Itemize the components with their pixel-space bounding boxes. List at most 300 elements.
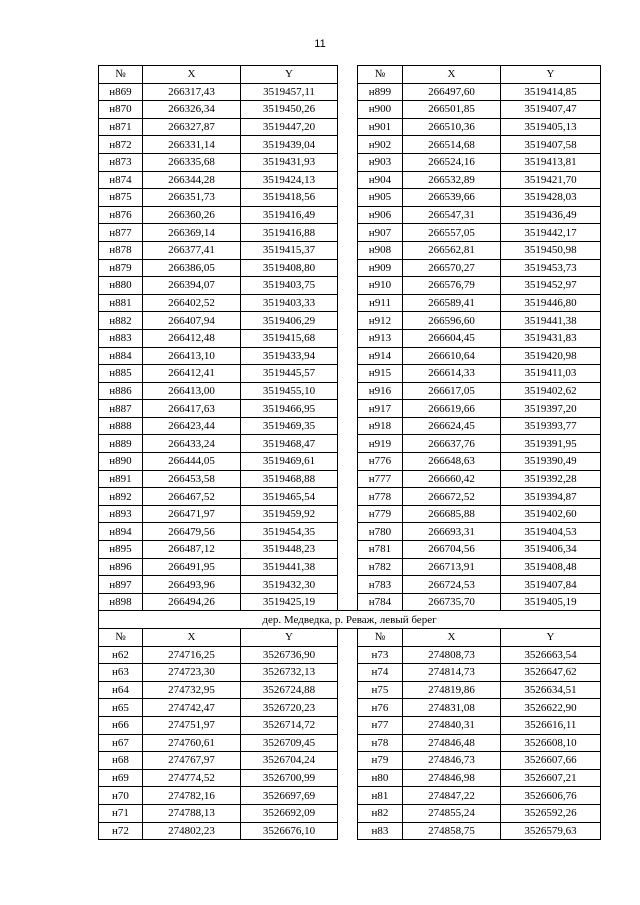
- point-number-cell: н884: [99, 347, 143, 365]
- column-gap: [338, 734, 358, 752]
- x-coordinate-cell: 274819,86: [403, 681, 501, 699]
- x-coordinate-cell: 266412,41: [143, 365, 241, 383]
- point-number-cell: н919: [358, 435, 403, 453]
- column-gap: [338, 787, 358, 805]
- table-row: [99, 453, 601, 471]
- table-row: [99, 382, 601, 400]
- y-coordinate-cell: 3519452,97: [501, 277, 601, 295]
- column-gap: [338, 136, 358, 154]
- y-coordinate-cell: 3519404,53: [501, 523, 601, 541]
- x-coordinate-cell: 266360,26: [143, 206, 241, 224]
- x-coordinate-cell: 274760,61: [143, 734, 241, 752]
- column-header: Y: [501, 629, 601, 647]
- column-gap: [338, 699, 358, 717]
- x-coordinate-cell: 266547,31: [403, 206, 501, 224]
- x-coordinate-cell: 274767,97: [143, 752, 241, 770]
- point-number-cell: н779: [358, 505, 403, 523]
- x-coordinate-cell: 274846,98: [403, 769, 501, 787]
- y-coordinate-cell: 3526622,90: [501, 699, 601, 717]
- point-number-cell: н780: [358, 523, 403, 541]
- point-number-cell: н68: [99, 752, 143, 770]
- point-number-cell: н898: [99, 593, 143, 611]
- x-coordinate-cell: 274855,24: [403, 804, 501, 822]
- y-coordinate-cell: 3519403,75: [241, 277, 338, 295]
- y-coordinate-cell: 3519448,23: [241, 541, 338, 559]
- table-row: [99, 699, 601, 717]
- x-coordinate-cell: 266704,56: [403, 541, 501, 559]
- point-number-cell: н888: [99, 417, 143, 435]
- table-row: [99, 400, 601, 418]
- point-number-cell: н70: [99, 787, 143, 805]
- y-coordinate-cell: 3519407,58: [501, 136, 601, 154]
- y-coordinate-cell: 3526700,99: [241, 769, 338, 787]
- point-number-cell: н880: [99, 277, 143, 295]
- point-number-cell: н869: [99, 83, 143, 101]
- table-row: [99, 118, 601, 136]
- point-number-cell: н62: [99, 646, 143, 664]
- y-coordinate-cell: 3519420,98: [501, 347, 601, 365]
- y-coordinate-cell: 3526724,88: [241, 681, 338, 699]
- y-coordinate-cell: 3519436,49: [501, 206, 601, 224]
- y-coordinate-cell: 3519392,28: [501, 470, 601, 488]
- x-coordinate-cell: 266693,31: [403, 523, 501, 541]
- point-number-cell: н885: [99, 365, 143, 383]
- column-gap: [338, 66, 358, 84]
- y-coordinate-cell: 3519415,37: [241, 241, 338, 259]
- point-number-cell: н900: [358, 101, 403, 119]
- point-number-cell: н901: [358, 118, 403, 136]
- point-number-cell: н909: [358, 259, 403, 277]
- y-coordinate-cell: 3519439,04: [241, 136, 338, 154]
- table-header-row: [99, 629, 601, 647]
- column-gap: [338, 822, 358, 840]
- y-coordinate-cell: 3519391,95: [501, 435, 601, 453]
- column-gap: [338, 453, 358, 471]
- y-coordinate-cell: 3519446,80: [501, 294, 601, 312]
- y-coordinate-cell: 3519441,38: [241, 558, 338, 576]
- y-coordinate-cell: 3526634,51: [501, 681, 601, 699]
- x-coordinate-cell: 274858,75: [403, 822, 501, 840]
- column-header: X: [403, 629, 501, 647]
- y-coordinate-cell: 3519457,11: [241, 83, 338, 101]
- point-number-cell: н890: [99, 453, 143, 471]
- x-coordinate-cell: 266735,70: [403, 593, 501, 611]
- column-gap: [338, 541, 358, 559]
- y-coordinate-cell: 3519390,49: [501, 453, 601, 471]
- table-row: [99, 488, 601, 506]
- point-number-cell: н913: [358, 329, 403, 347]
- y-coordinate-cell: 3526692,09: [241, 804, 338, 822]
- table-row: [99, 294, 601, 312]
- x-coordinate-cell: 274846,73: [403, 752, 501, 770]
- table-row: [99, 277, 601, 295]
- x-coordinate-cell: 266344,28: [143, 171, 241, 189]
- column-gap: [338, 83, 358, 101]
- y-coordinate-cell: 3519466,95: [241, 400, 338, 418]
- x-coordinate-cell: 266596,60: [403, 312, 501, 330]
- coordinates-table: [98, 65, 601, 840]
- point-number-cell: н74: [358, 664, 403, 682]
- y-coordinate-cell: 3519408,80: [241, 259, 338, 277]
- x-coordinate-cell: 266417,63: [143, 400, 241, 418]
- point-number-cell: н874: [99, 171, 143, 189]
- y-coordinate-cell: 3519432,30: [241, 576, 338, 594]
- y-coordinate-cell: 3526607,21: [501, 769, 601, 787]
- x-coordinate-cell: 266539,66: [403, 189, 501, 207]
- point-number-cell: н79: [358, 752, 403, 770]
- x-coordinate-cell: 266369,14: [143, 224, 241, 242]
- table-row: [99, 417, 601, 435]
- x-coordinate-cell: 266493,96: [143, 576, 241, 594]
- x-coordinate-cell: 274723,30: [143, 664, 241, 682]
- column-gap: [338, 523, 358, 541]
- point-number-cell: н893: [99, 505, 143, 523]
- column-header: №: [358, 629, 403, 647]
- point-number-cell: н887: [99, 400, 143, 418]
- y-coordinate-cell: 3519468,88: [241, 470, 338, 488]
- table-row: [99, 681, 601, 699]
- x-coordinate-cell: 266570,27: [403, 259, 501, 277]
- column-gap: [338, 241, 358, 259]
- x-coordinate-cell: 266524,16: [403, 153, 501, 171]
- point-number-cell: н883: [99, 329, 143, 347]
- x-coordinate-cell: 266377,41: [143, 241, 241, 259]
- point-number-cell: н889: [99, 435, 143, 453]
- table-row: [99, 83, 601, 101]
- column-header: Y: [501, 66, 601, 84]
- page-number: 11: [314, 38, 326, 50]
- x-coordinate-cell: 266326,34: [143, 101, 241, 119]
- y-coordinate-cell: 3519393,77: [501, 417, 601, 435]
- column-gap: [338, 769, 358, 787]
- y-coordinate-cell: 3526616,11: [501, 716, 601, 734]
- column-gap: [338, 505, 358, 523]
- table-row: [99, 171, 601, 189]
- x-coordinate-cell: 266317,43: [143, 83, 241, 101]
- x-coordinate-cell: 266413,00: [143, 382, 241, 400]
- x-coordinate-cell: 266501,85: [403, 101, 501, 119]
- point-number-cell: н783: [358, 576, 403, 594]
- point-number-cell: н872: [99, 136, 143, 154]
- x-coordinate-cell: 266617,05: [403, 382, 501, 400]
- column-gap: [338, 101, 358, 119]
- column-gap: [338, 382, 358, 400]
- column-gap: [338, 593, 358, 611]
- y-coordinate-cell: 3526714,72: [241, 716, 338, 734]
- x-coordinate-cell: 266619,66: [403, 400, 501, 418]
- x-coordinate-cell: 266637,76: [403, 435, 501, 453]
- column-header: Y: [241, 629, 338, 647]
- x-coordinate-cell: 266394,07: [143, 277, 241, 295]
- point-number-cell: н905: [358, 189, 403, 207]
- x-coordinate-cell: 266444,05: [143, 453, 241, 471]
- point-number-cell: н876: [99, 206, 143, 224]
- y-coordinate-cell: 3519405,19: [501, 593, 601, 611]
- y-coordinate-cell: 3526697,69: [241, 787, 338, 805]
- y-coordinate-cell: 3526663,54: [501, 646, 601, 664]
- y-coordinate-cell: 3519428,03: [501, 189, 601, 207]
- x-coordinate-cell: 266713,91: [403, 558, 501, 576]
- column-gap: [338, 347, 358, 365]
- table-row: [99, 558, 601, 576]
- point-number-cell: н67: [99, 734, 143, 752]
- point-number-cell: н886: [99, 382, 143, 400]
- table-row: [99, 804, 601, 822]
- y-coordinate-cell: 3519445,57: [241, 365, 338, 383]
- y-coordinate-cell: 3519403,33: [241, 294, 338, 312]
- column-gap: [338, 312, 358, 330]
- table-row: [99, 646, 601, 664]
- y-coordinate-cell: 3519411,03: [501, 365, 601, 383]
- y-coordinate-cell: 3519431,83: [501, 329, 601, 347]
- point-number-cell: н904: [358, 171, 403, 189]
- column-gap: [338, 716, 358, 734]
- point-number-cell: н65: [99, 699, 143, 717]
- table-row: [99, 259, 601, 277]
- y-coordinate-cell: 3519415,68: [241, 329, 338, 347]
- table-row: [99, 224, 601, 242]
- x-coordinate-cell: 274846,48: [403, 734, 501, 752]
- point-number-cell: н66: [99, 716, 143, 734]
- point-number-cell: н907: [358, 224, 403, 242]
- column-header: X: [143, 66, 241, 84]
- column-gap: [338, 752, 358, 770]
- x-coordinate-cell: 274788,13: [143, 804, 241, 822]
- y-coordinate-cell: 3519402,60: [501, 505, 601, 523]
- x-coordinate-cell: 266576,79: [403, 277, 501, 295]
- x-coordinate-cell: 274774,52: [143, 769, 241, 787]
- y-coordinate-cell: 3519407,84: [501, 576, 601, 594]
- x-coordinate-cell: 274751,97: [143, 716, 241, 734]
- point-number-cell: н781: [358, 541, 403, 559]
- x-coordinate-cell: 266497,60: [403, 83, 501, 101]
- column-gap: [338, 558, 358, 576]
- point-number-cell: н895: [99, 541, 143, 559]
- column-gap: [338, 259, 358, 277]
- column-gap: [338, 277, 358, 295]
- table-row: [99, 365, 601, 383]
- y-coordinate-cell: 3526608,10: [501, 734, 601, 752]
- point-number-cell: н72: [99, 822, 143, 840]
- table-row: [99, 787, 601, 805]
- y-coordinate-cell: 3519418,56: [241, 189, 338, 207]
- point-number-cell: н782: [358, 558, 403, 576]
- column-gap: [338, 329, 358, 347]
- point-number-cell: н908: [358, 241, 403, 259]
- point-number-cell: н914: [358, 347, 403, 365]
- y-coordinate-cell: 3519416,49: [241, 206, 338, 224]
- column-gap: [338, 629, 358, 647]
- point-number-cell: н63: [99, 664, 143, 682]
- point-number-cell: н881: [99, 294, 143, 312]
- y-coordinate-cell: 3519442,17: [501, 224, 601, 242]
- point-number-cell: н81: [358, 787, 403, 805]
- y-coordinate-cell: 3526709,45: [241, 734, 338, 752]
- y-coordinate-cell: 3519425,19: [241, 593, 338, 611]
- column-gap: [338, 646, 358, 664]
- table-row: [99, 189, 601, 207]
- point-number-cell: н776: [358, 453, 403, 471]
- x-coordinate-cell: 266604,45: [403, 329, 501, 347]
- y-coordinate-cell: 3519450,98: [501, 241, 601, 259]
- x-coordinate-cell: 266494,26: [143, 593, 241, 611]
- point-number-cell: н873: [99, 153, 143, 171]
- column-gap: [338, 365, 358, 383]
- table-row: [99, 664, 601, 682]
- x-coordinate-cell: 266610,64: [403, 347, 501, 365]
- x-coordinate-cell: 266589,41: [403, 294, 501, 312]
- y-coordinate-cell: 3519447,20: [241, 118, 338, 136]
- column-gap: [338, 488, 358, 506]
- x-coordinate-cell: 266467,52: [143, 488, 241, 506]
- point-number-cell: н918: [358, 417, 403, 435]
- column-gap: [338, 470, 358, 488]
- point-number-cell: н896: [99, 558, 143, 576]
- table-row: [99, 136, 601, 154]
- table-row: [99, 505, 601, 523]
- point-number-cell: н916: [358, 382, 403, 400]
- y-coordinate-cell: 3519414,85: [501, 83, 601, 101]
- table-row: [99, 101, 601, 119]
- x-coordinate-cell: 274831,08: [403, 699, 501, 717]
- point-number-cell: н83: [358, 822, 403, 840]
- table-row: [99, 470, 601, 488]
- y-coordinate-cell: 3519459,92: [241, 505, 338, 523]
- y-coordinate-cell: 3526704,24: [241, 752, 338, 770]
- table-row: [99, 206, 601, 224]
- point-number-cell: н78: [358, 734, 403, 752]
- point-number-cell: н80: [358, 769, 403, 787]
- y-coordinate-cell: 3519453,73: [501, 259, 601, 277]
- x-coordinate-cell: 266407,94: [143, 312, 241, 330]
- x-coordinate-cell: 274732,95: [143, 681, 241, 699]
- x-coordinate-cell: 274716,25: [143, 646, 241, 664]
- x-coordinate-cell: 274802,23: [143, 822, 241, 840]
- x-coordinate-cell: 266624,45: [403, 417, 501, 435]
- column-gap: [338, 118, 358, 136]
- point-number-cell: н879: [99, 259, 143, 277]
- point-number-cell: н778: [358, 488, 403, 506]
- point-number-cell: н82: [358, 804, 403, 822]
- point-number-cell: н877: [99, 224, 143, 242]
- point-number-cell: н64: [99, 681, 143, 699]
- point-number-cell: н875: [99, 189, 143, 207]
- table-row: [99, 541, 601, 559]
- column-gap: [338, 400, 358, 418]
- y-coordinate-cell: 3519397,20: [501, 400, 601, 418]
- point-number-cell: н911: [358, 294, 403, 312]
- point-number-cell: н71: [99, 804, 143, 822]
- x-coordinate-cell: 266351,73: [143, 189, 241, 207]
- table-row: [99, 329, 601, 347]
- column-gap: [338, 189, 358, 207]
- x-coordinate-cell: 266386,05: [143, 259, 241, 277]
- x-coordinate-cell: 266413,10: [143, 347, 241, 365]
- y-coordinate-cell: 3526732,13: [241, 664, 338, 682]
- table-row: [99, 822, 601, 840]
- point-number-cell: н894: [99, 523, 143, 541]
- table-row: [99, 752, 601, 770]
- y-coordinate-cell: 3526736,90: [241, 646, 338, 664]
- y-coordinate-cell: 3526676,10: [241, 822, 338, 840]
- column-gap: [338, 294, 358, 312]
- point-number-cell: н77: [358, 716, 403, 734]
- table-row: [99, 241, 601, 259]
- table-header-row: [99, 66, 601, 84]
- x-coordinate-cell: 266724,53: [403, 576, 501, 594]
- table-row: [99, 716, 601, 734]
- y-coordinate-cell: 3519406,34: [501, 541, 601, 559]
- x-coordinate-cell: 274840,31: [403, 716, 501, 734]
- x-coordinate-cell: 266471,97: [143, 505, 241, 523]
- y-coordinate-cell: 3519405,13: [501, 118, 601, 136]
- table-row: [99, 769, 601, 787]
- y-coordinate-cell: 3519468,47: [241, 435, 338, 453]
- point-number-cell: н915: [358, 365, 403, 383]
- column-header: X: [403, 66, 501, 84]
- y-coordinate-cell: 3519469,61: [241, 453, 338, 471]
- y-coordinate-cell: 3519469,35: [241, 417, 338, 435]
- column-gap: [338, 206, 358, 224]
- point-number-cell: н910: [358, 277, 403, 295]
- x-coordinate-cell: 274814,73: [403, 664, 501, 682]
- table-row: [99, 153, 601, 171]
- point-number-cell: н878: [99, 241, 143, 259]
- column-gap: [338, 435, 358, 453]
- section-caption-row: [99, 611, 601, 629]
- x-coordinate-cell: 266327,87: [143, 118, 241, 136]
- y-coordinate-cell: 3519441,38: [501, 312, 601, 330]
- table-row: [99, 347, 601, 365]
- y-coordinate-cell: 3519402,62: [501, 382, 601, 400]
- column-header: Y: [241, 66, 338, 84]
- point-number-cell: н69: [99, 769, 143, 787]
- point-number-cell: н784: [358, 593, 403, 611]
- x-coordinate-cell: 274847,22: [403, 787, 501, 805]
- x-coordinate-cell: 266685,88: [403, 505, 501, 523]
- y-coordinate-cell: 3526607,66: [501, 752, 601, 770]
- point-number-cell: н882: [99, 312, 143, 330]
- column-gap: [338, 681, 358, 699]
- y-coordinate-cell: 3519433,94: [241, 347, 338, 365]
- point-number-cell: н891: [99, 470, 143, 488]
- table-row: [99, 312, 601, 330]
- point-number-cell: н73: [358, 646, 403, 664]
- x-coordinate-cell: 266487,12: [143, 541, 241, 559]
- x-coordinate-cell: 274808,73: [403, 646, 501, 664]
- y-coordinate-cell: 3519416,88: [241, 224, 338, 242]
- table-row: [99, 435, 601, 453]
- point-number-cell: н899: [358, 83, 403, 101]
- column-gap: [338, 804, 358, 822]
- point-number-cell: н903: [358, 153, 403, 171]
- x-coordinate-cell: 266614,33: [403, 365, 501, 383]
- x-coordinate-cell: 266453,58: [143, 470, 241, 488]
- y-coordinate-cell: 3519421,70: [501, 171, 601, 189]
- column-header: №: [358, 66, 403, 84]
- x-coordinate-cell: 266672,52: [403, 488, 501, 506]
- y-coordinate-cell: 3526579,63: [501, 822, 601, 840]
- x-coordinate-cell: 266557,05: [403, 224, 501, 242]
- column-gap: [338, 417, 358, 435]
- column-gap: [338, 153, 358, 171]
- column-gap: [338, 171, 358, 189]
- column-header: X: [143, 629, 241, 647]
- y-coordinate-cell: 3519424,13: [241, 171, 338, 189]
- y-coordinate-cell: 3526647,62: [501, 664, 601, 682]
- column-gap: [338, 224, 358, 242]
- point-number-cell: н871: [99, 118, 143, 136]
